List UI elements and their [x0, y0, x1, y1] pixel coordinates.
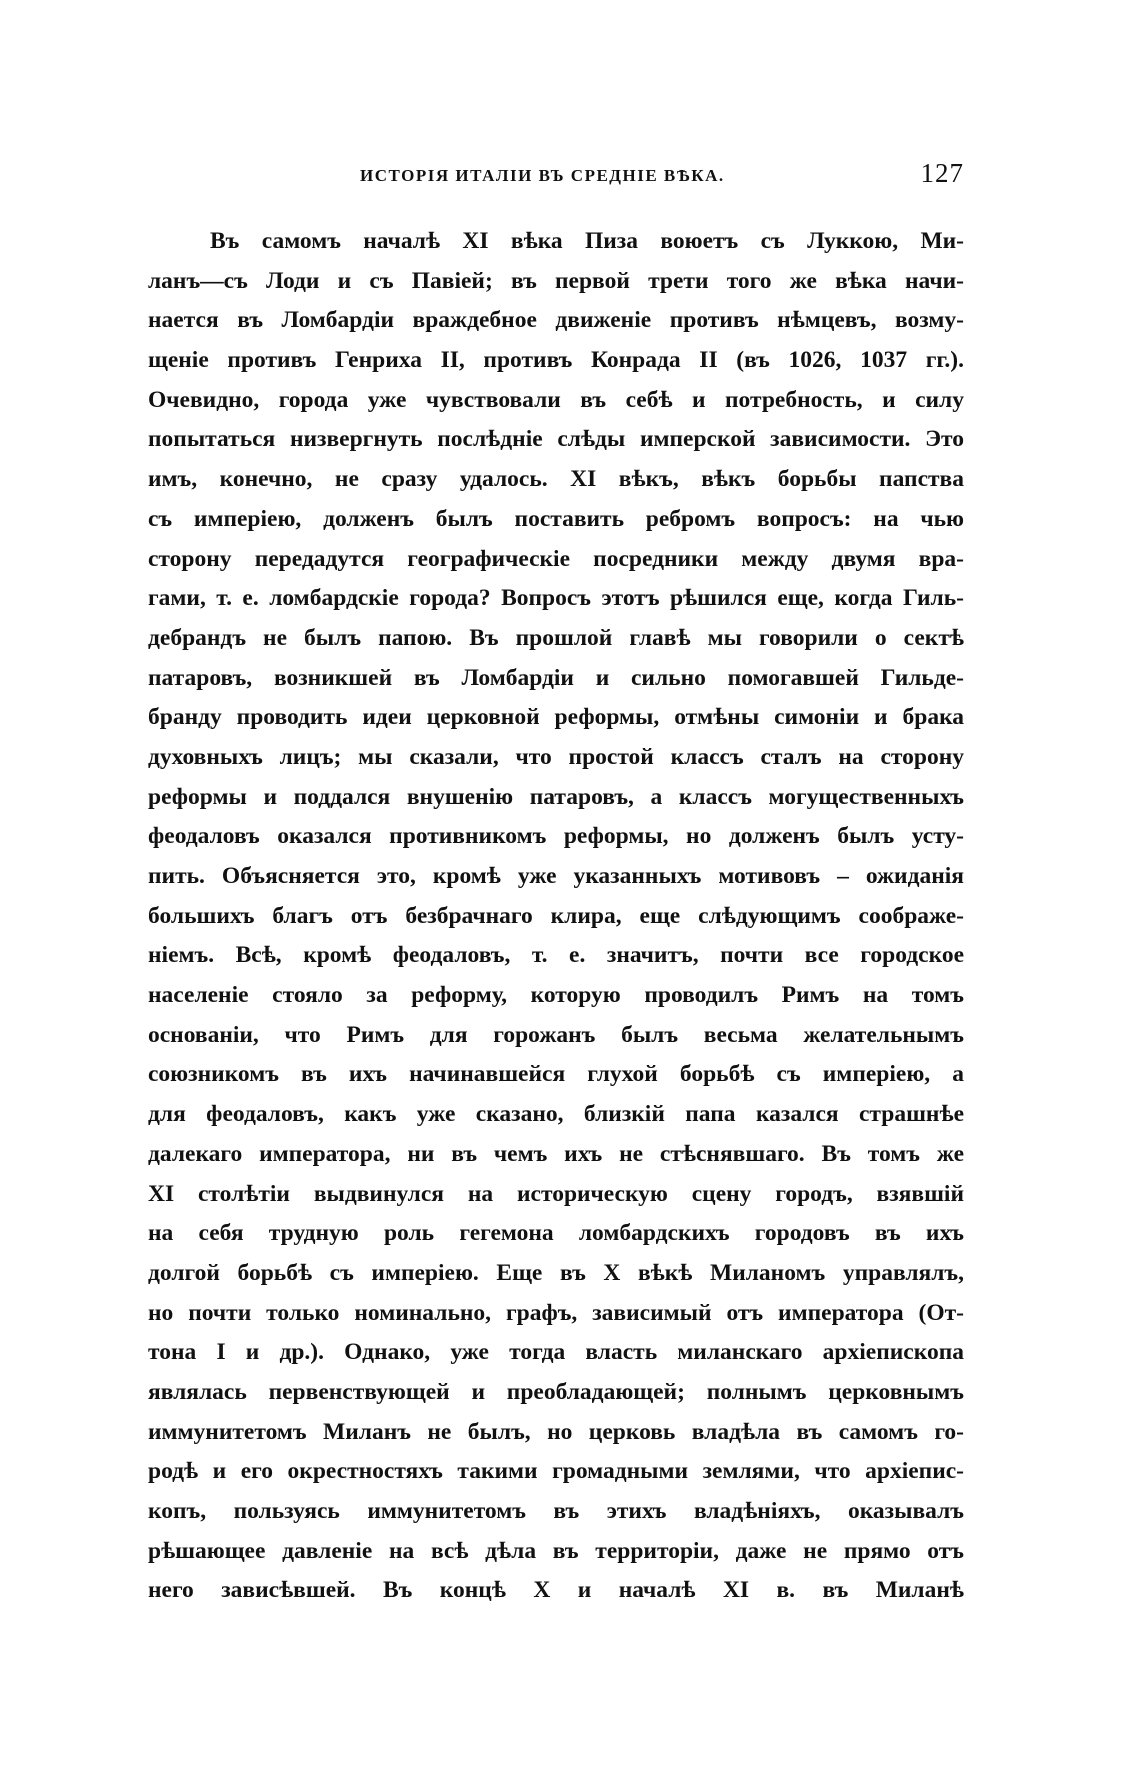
text-line: ніемъ. Всѣ, кромѣ феодаловъ, т. е. значитъ, почти все городское — [148, 942, 964, 969]
text-line: дебрандъ не былъ папою. Въ прошлой главѣ мы говорили о сектѣ — [148, 624, 964, 651]
text-line: гами, т. е. ломбардскіе города? Вопросъ этотъ рѣшился еще, когда Гиль- — [148, 585, 964, 612]
text-line: XI столѣтіи выдвинулся на историческую сцену городъ, взявшій — [148, 1180, 964, 1207]
text-line: родѣ и его окрестностяхъ такими громадными землями, что архіепис- — [148, 1458, 964, 1485]
text-line: Очевидно, города уже чувствовали въ себѣ и потребность, и силу — [148, 386, 964, 413]
text-line: союзникомъ въ ихъ начинавшейся глухой борьбѣ съ имперіею, а — [148, 1061, 964, 1088]
text-line: пить. Объясняется это, кромѣ уже указанныхъ мотивовъ – ожиданія — [148, 863, 964, 889]
text-line: основаніи, что Римъ для горожанъ былъ весьма желательнымъ — [148, 1021, 964, 1048]
page-number: 127 — [920, 158, 964, 188]
text-line: нается въ Ломбардіи враждебное движеніе противъ нѣмцевъ, возму- — [148, 307, 964, 334]
text-line: иммунитетомъ Миланъ не былъ, но церковь владѣла въ самомъ го- — [148, 1418, 964, 1445]
text-line: феодаловъ оказался противникомъ реформы, но долженъ былъ усту- — [148, 823, 964, 850]
text-line: копъ, пользуясь иммунитетомъ въ этихъ владѣніяхъ, оказывалъ — [148, 1498, 964, 1524]
text-line: являлась первенствующей и преобладающей; полнымъ церковнымъ — [148, 1378, 964, 1405]
body-text — [148, 222, 964, 1611]
text-line: реформы и поддался внушенію патаровъ, а классъ могущественныхъ — [148, 783, 964, 810]
text-line: на себя трудную роль гегемона ломбардскихъ городовъ въ ихъ — [148, 1220, 964, 1247]
text-line: Въ самомъ началѣ XI вѣка Пиза воюетъ съ Луккою, Ми- — [210, 228, 964, 254]
text-line: щеніе противъ Генриха II, противъ Конрада II (въ 1026, 1037 гг.). — [148, 347, 964, 374]
text-line: него зависѣвшей. Въ концѣ X и началѣ XI в. въ Миланѣ — [148, 1577, 964, 1604]
text-line: съ имперіею, долженъ былъ поставить ребромъ вопросъ: на чью — [148, 505, 964, 532]
text-line: сторону передадутся географическіе посредники между двумя вра- — [148, 545, 964, 572]
text-line: большихъ благъ отъ безбрачнаго клира, еще слѣдующимъ соображе- — [148, 902, 964, 929]
text-line: имъ, конечно, не сразу удалось. XI вѣкъ, вѣкъ борьбы папства — [148, 466, 964, 493]
text-line: тона I и др.). Однако, уже тогда власть миланскаго архіепископа — [148, 1339, 964, 1366]
text-line: бранду проводить идеи церковной реформы, отмѣны симоніи и брака — [148, 704, 964, 731]
running-title: ИСТОРІЯ ИТАЛІИ ВЪ СРЕДНІЕ ВѢКА. — [360, 166, 725, 185]
text-line: попытаться низвергнуть послѣдніе слѣды имперской зависимости. Это — [148, 426, 964, 453]
text-line: патаровъ, возникшей въ Ломбардіи и сильно помогавшей Гильде- — [148, 664, 964, 691]
running-header — [360, 158, 964, 198]
text-line: долгой борьбѣ съ имперіею. Еще въ X вѣкѣ Миланомъ управлялъ, — [148, 1259, 964, 1286]
text-line: для феодаловъ, какъ уже сказано, близкій папа казался страшнѣе — [148, 1101, 964, 1128]
text-line: духовныхъ лицъ; мы сказали, что простой классъ сталъ на сторону — [148, 743, 964, 770]
text-line: населеніе стояло за реформу, которую проводилъ Римъ на томъ — [148, 982, 964, 1009]
text-line: ланъ—съ Лоди и съ Павіей; въ первой трети того же вѣка начи- — [148, 267, 964, 294]
text-line: рѣшающее давленіе на всѣ дѣла въ территоріи, даже не прямо отъ — [148, 1537, 964, 1564]
text-line: но почти только номинально, графъ, зависимый отъ императора (От- — [148, 1299, 964, 1326]
text-line: далекаго императора, ни въ чемъ ихъ не стѣснявшаго. Въ томъ же — [148, 1140, 964, 1167]
